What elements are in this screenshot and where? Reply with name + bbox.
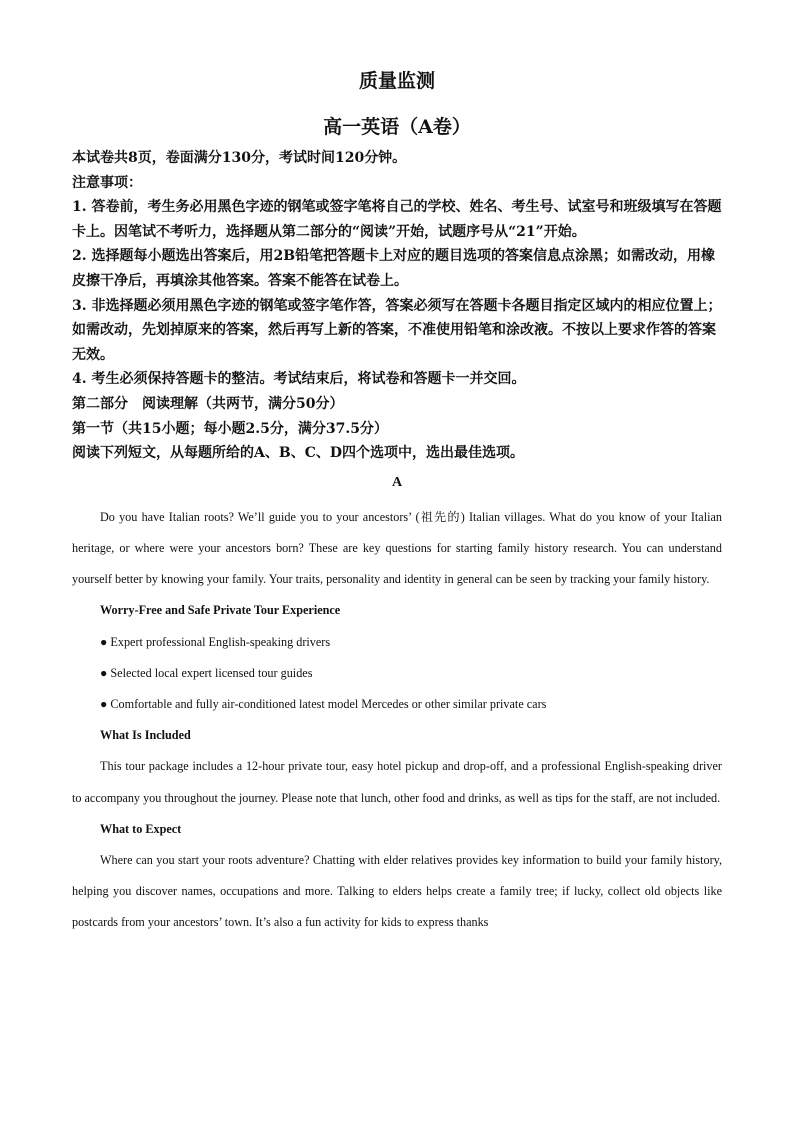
heading-private-tour: Worry-Free and Safe Private Tour Experience: [100, 603, 341, 618]
passage-intro: Do you have Italian roots? We’ll guide you to your ancestors’ (祖先的) Italian villages. What do you know of your Italian heritage, or where were your ancestors born? These are key questions for starting family history research. You can understand yourself better by knowing your family. Your traits, personality and identity in general can be seen by tracking your family history.: [72, 509, 722, 587]
exam-summary: 本试卷共8页，卷面满分130分，考试时间120分钟。: [72, 150, 407, 166]
bullet-cars: ● Comfortable and fully air-conditioned latest model Mercedes or other similar private cars: [100, 696, 547, 711]
notice-item-3: 3. 非选择题必须用黑色字迹的钢笔或签字笔作答，答案必须写在答题卡各题目指定区域内的相应位置上；如需改动，先划掉原来的答案，然后再写上新的答案，不准使用铅笔和涂改液。不按以上要求作答的答案无效。: [72, 297, 722, 363]
bullet-drivers: ● Expert professional English-speaking drivers: [100, 634, 331, 649]
bullet-guides: ● Selected local expert licensed tour guides: [100, 665, 313, 680]
passage-label: A: [391, 474, 403, 490]
subsection-heading: 第一节（共15小题；每小题2.5分，满分37.5分）: [72, 420, 388, 437]
heading-expect: What to Expect: [100, 821, 182, 836]
notice-item-2: 2. 选择题每小题选出答案后，用2B铅笔把答题卡上对应的题目选项的答案信息点涂黑；如需改动，用橡皮擦干净后，再填涂其他答案。答案不能答在试卷上。: [72, 248, 716, 289]
notice-heading: 注意事项：: [72, 174, 142, 191]
heading-included: What Is Included: [100, 728, 191, 743]
notice-item-4: 4. 考生必须保持答题卡的整洁。考试结束后，将试卷和答题卡一并交回。: [72, 371, 526, 388]
notice-item-1: 1. 答卷前，考生务必用黑色字迹的钢笔或签字笔将自己的学校、姓名、考生号、试室号和班级填写在答题卡上。因笔试不考听力，选择题从第二部分的“阅读”开始，试题序号从“21”开始。: [72, 199, 722, 240]
included-paragraph: This tour package includes a 12-hour private tour, easy hotel pickup and drop-off, and a professional English-speaking driver to accompany you throughout the journey. Please note that lunch, other food and drinks, as well as tips for the staff, are not included.: [72, 759, 722, 805]
exam-subtitle: 高一英语（A卷）: [323, 116, 471, 138]
part-heading: 第二部分 阅读理解（共两节，满分50分）: [72, 395, 344, 412]
expect-paragraph: Where can you start your roots adventure? Chatting with elder relatives provides key information to build your family history, helping you discover names, occupations and more. Talking to elders helps create a family tree; if lucky, collect old objects like postcards from your ancestors’ town. It’s also a fun activity for kids to express thanks: [72, 852, 722, 930]
reading-directions: 阅读下列短文，从每题所给的A、B、C、D四个选项中，选出最佳选项。: [72, 445, 524, 462]
page-title: 质量监测: [358, 70, 435, 92]
